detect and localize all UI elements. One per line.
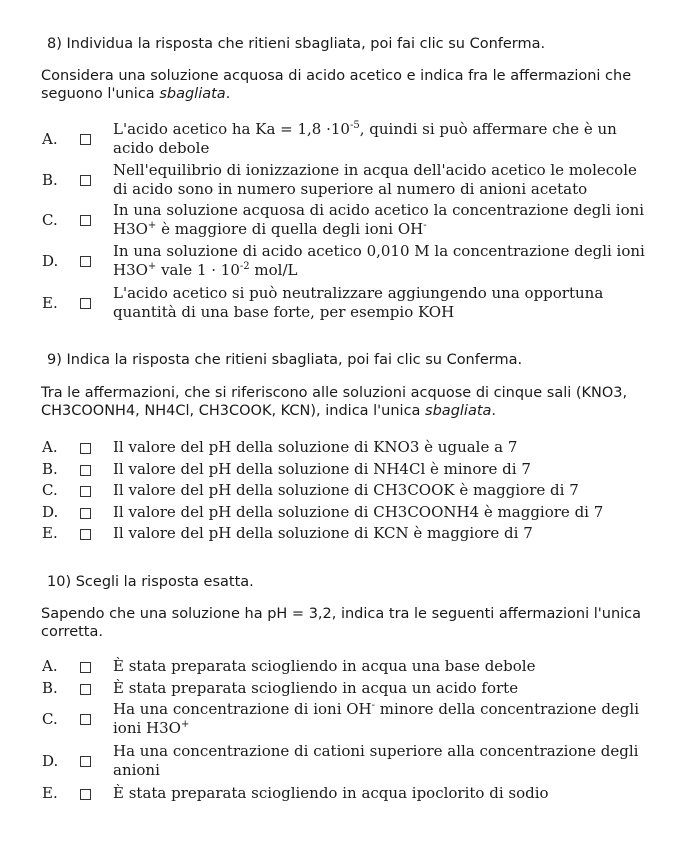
option-letter: C. bbox=[42, 710, 58, 728]
checkbox[interactable] bbox=[80, 465, 91, 476]
option-text: Il valore del pH della soluzione di CH3COOK è maggiore di 7 bbox=[113, 481, 579, 499]
stem-end: . bbox=[225, 86, 231, 102]
option-text: Ha una concentrazione di cationi superiore alla concentrazione degli anioni bbox=[113, 742, 639, 779]
option-letter: A. bbox=[42, 130, 58, 148]
checkbox[interactable] bbox=[80, 486, 91, 497]
checkbox[interactable] bbox=[80, 215, 91, 226]
checkbox[interactable] bbox=[80, 175, 91, 186]
stem-italic: sbagliata bbox=[159, 86, 226, 102]
question-8-title: 8) Individua la risposta che ritieni sbagliata, poi fai clic su Conferma. bbox=[47, 36, 546, 52]
question-10-stem: Sapendo che una soluzione ha pH = 3,2, indica tra le seguenti affermazioni l'unica corretta. bbox=[41, 606, 642, 640]
checkbox[interactable] bbox=[80, 684, 91, 695]
checkbox[interactable] bbox=[80, 298, 91, 309]
option-text: In una soluzione di acido acetico 0,010 M la concentrazione degli ioni H3O+ vale $1 \cdot 10^{-2}$ mol/L bbox=[113, 242, 645, 279]
question-9-stem bbox=[41, 384, 651, 420]
option-letter: C. bbox=[42, 211, 58, 229]
option-text: È stata preparata sciogliendo in acqua un acido forte bbox=[113, 679, 519, 697]
checkbox[interactable] bbox=[80, 443, 91, 454]
option-text: L'acido acetico si può neutralizzare aggiungendo una opportuna quantità di una base forte, per esempio KOH bbox=[113, 284, 604, 321]
option-text: È stata preparata sciogliendo in acqua ipoclorito di sodio bbox=[113, 784, 549, 802]
option-text: Il valore del pH della soluzione di KCN è maggiore di 7 bbox=[113, 524, 533, 542]
option-letter: D. bbox=[42, 252, 59, 270]
option-text: In una soluzione acquosa di acido acetico la concentrazione degli ioni H3O+ è maggiore di quella degli ioni OH- bbox=[113, 201, 645, 238]
option-letter: C. bbox=[42, 481, 58, 499]
checkbox[interactable] bbox=[80, 256, 91, 267]
option-text: L'acido acetico ha $Ka = 1,8 \cdot 10^{-5}$, quindi si può affermare che è un acido debole bbox=[113, 120, 617, 157]
checkbox[interactable] bbox=[80, 662, 91, 673]
checkbox[interactable] bbox=[80, 789, 91, 800]
checkbox[interactable] bbox=[80, 508, 91, 519]
option-letter: E. bbox=[42, 524, 58, 542]
option-text: Ha una concentrazione di ioni OH- minore della concentrazione degli ioni H3O+ bbox=[113, 700, 639, 737]
checkbox[interactable] bbox=[80, 714, 91, 725]
option-text: È stata preparata sciogliendo in acqua una base debole bbox=[113, 657, 536, 675]
option-text: Nell'equilibrio di ionizzazione in acqua dell'acido acetico le molecole di acido sono in numero superiore al numero di anioni acetato bbox=[113, 161, 637, 198]
checkbox[interactable] bbox=[80, 529, 91, 540]
option-letter: B. bbox=[42, 171, 58, 189]
stem-text: Tra le affermazioni, che si riferiscono alle soluzioni acquose di cinque sali (KNO3, CH3COONH4, NH4Cl, CH3COOK, KCN), indica l'unica bbox=[41, 385, 628, 419]
option-letter: D. bbox=[42, 752, 59, 770]
option-letter: B. bbox=[42, 460, 58, 478]
stem-end: . bbox=[491, 403, 497, 419]
option-letter: E. bbox=[42, 294, 58, 312]
question-9-title: 9) Indica la risposta che ritieni sbagliata, poi fai clic su Conferma. bbox=[47, 352, 523, 368]
option-text: Il valore del pH della soluzione di CH3COONH4 è maggiore di 7 bbox=[113, 503, 604, 521]
option-letter: B. bbox=[42, 679, 58, 697]
option-letter: E. bbox=[42, 784, 58, 802]
checkbox[interactable] bbox=[80, 756, 91, 767]
option-letter: A. bbox=[42, 438, 58, 456]
question-10-title: 10) Scegli la risposta esatta. bbox=[47, 574, 254, 590]
stem-italic: sbagliata bbox=[425, 403, 492, 419]
option-text: Il valore del pH della soluzione di KNO3 è uguale a 7 bbox=[113, 438, 518, 456]
option-text: Il valore del pH della soluzione di NH4Cl è minore di 7 bbox=[113, 460, 531, 478]
question-8-stem bbox=[41, 67, 651, 103]
option-letter: D. bbox=[42, 503, 59, 521]
stem-text: Considera una soluzione acquosa di acido acetico e indica fra le affermazioni che seguono l'unica bbox=[41, 68, 632, 102]
option-letter: A. bbox=[42, 657, 58, 675]
checkbox[interactable] bbox=[80, 134, 91, 145]
